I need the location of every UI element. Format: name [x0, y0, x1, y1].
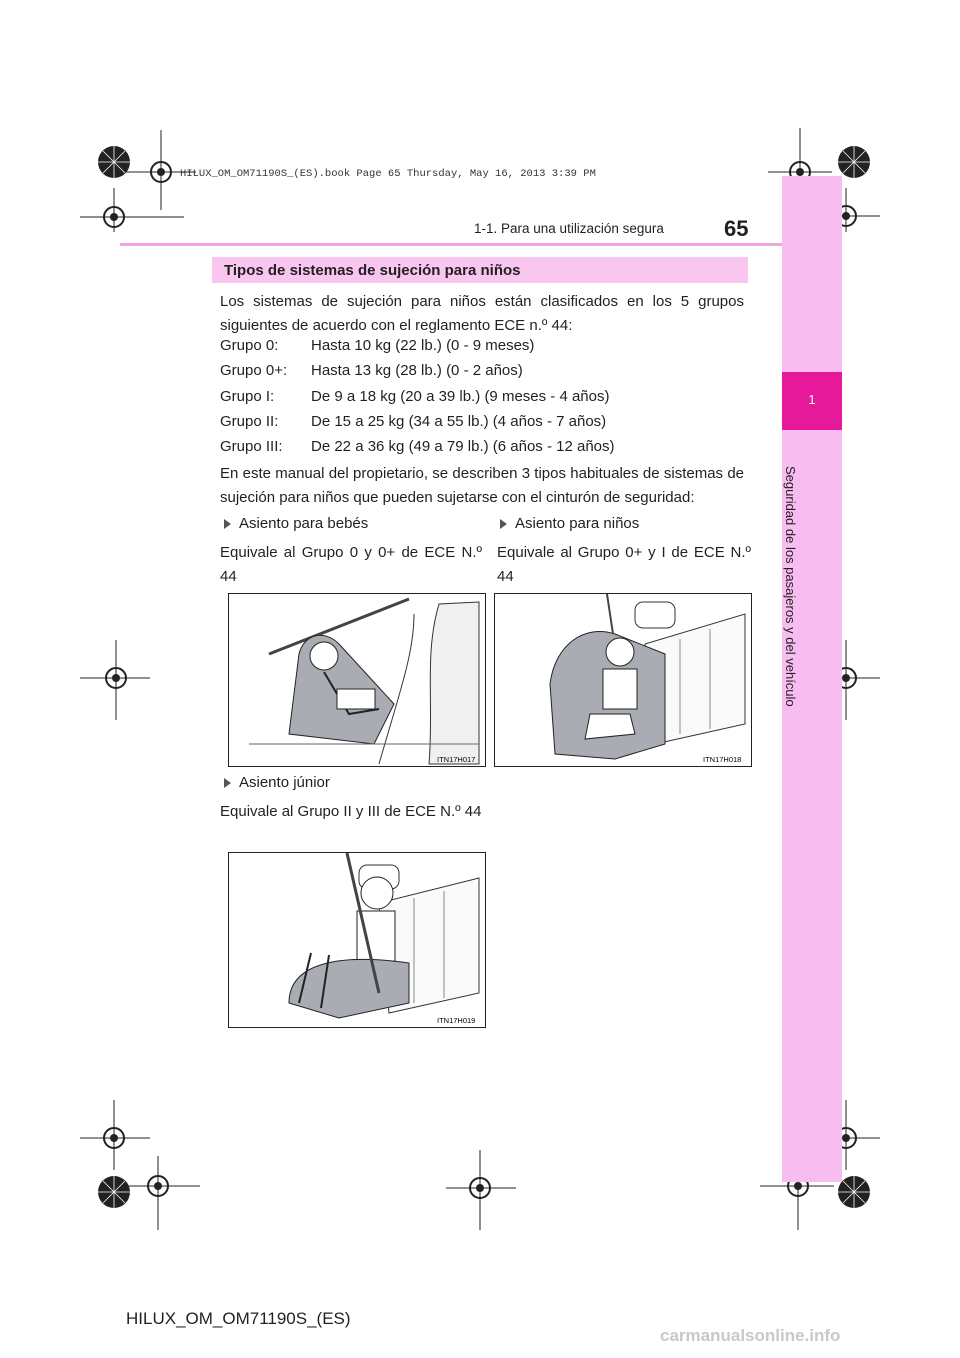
image-code: ITN17H019: [437, 1016, 476, 1025]
booster-seat-illustration: [228, 852, 486, 1028]
seat-type-heading: Asiento para bebés: [224, 515, 368, 532]
group-label: Grupo I:: [220, 388, 275, 405]
group-row: [220, 362, 523, 379]
registration-mark-bottom-left: [80, 1100, 210, 1230]
group-value: Hasta 13 kg (28 lb.) (0 - 2 años): [311, 362, 523, 379]
seat-type-description: Equivale al Grupo II y III de ECE N.º 44: [220, 803, 482, 820]
header-rule: [120, 243, 782, 246]
seat-type-description: Equivale al Grupo 0+ y I de ECE N.º 44: [497, 544, 751, 585]
image-code: ITN17H017: [437, 755, 476, 764]
section-heading: Tipos de sistemas de sujeción para niños: [224, 262, 521, 279]
file-stamp: HILUX_OM_OM71190S_(ES).book Page 65 Thursday, May 16, 2013 3:39 PM: [180, 168, 596, 180]
group-label: Grupo III:: [220, 438, 283, 455]
page-number: 65: [724, 216, 749, 241]
group-row: [220, 388, 609, 405]
group-value: Hasta 10 kg (22 lb.) (0 - 9 meses): [311, 337, 535, 354]
group-row: [220, 337, 534, 354]
group-label: Grupo II:: [220, 413, 279, 430]
group-value: De 9 a 18 kg (20 a 39 lb.) (9 meses - 4 años): [311, 388, 610, 405]
seat-type-heading: Asiento júnior: [224, 774, 330, 791]
group-label: Grupo 0:: [220, 337, 279, 354]
triangle-bullet-icon: [500, 519, 507, 529]
triangle-bullet-icon: [224, 519, 231, 529]
registration-mark-bottom-center: [446, 1150, 516, 1230]
infant-seat-illustration: [228, 593, 486, 767]
group-value: De 15 a 25 kg (34 a 55 lb.) (4 años - 7 años): [311, 413, 607, 430]
site-watermark: carmanualsonline.info: [660, 1326, 841, 1345]
intro-paragraph: Los sistemas de sujeción para niños están clasificados en los 5 grupos siguientes de acuerdo con el reglamento ECE n.º 44:: [220, 293, 744, 334]
group-row: [220, 413, 606, 430]
seat-type-description: Equivale al Grupo 0 y 0+ de ECE N.º 44: [220, 544, 482, 585]
image-code: ITN17H018: [703, 755, 742, 764]
chapter-number: 1: [808, 392, 816, 407]
chapter-label: Seguridad de los pasajeros y del vehículo: [783, 466, 798, 707]
seat-type-heading: Asiento para niños: [500, 515, 639, 532]
child-seat-illustration: [494, 593, 752, 767]
group-label: Grupo 0+:: [220, 362, 288, 379]
registration-mark-left-middle: [80, 640, 150, 720]
triangle-bullet-icon: [224, 778, 231, 788]
header-title: 1-1. Para una utilización segura: [474, 221, 664, 236]
group-value: De 22 a 36 kg (49 a 79 lb.) (6 años - 12 años): [311, 438, 615, 455]
outro-paragraph: En este manual del propietario, se describen 3 tipos habituales de sistemas de sujeción para niños que pueden sujetarse con el cinturón de seguridad:: [220, 465, 744, 506]
document-code: HILUX_OM_OM71190S_(ES): [126, 1309, 351, 1328]
group-row: [220, 438, 615, 455]
